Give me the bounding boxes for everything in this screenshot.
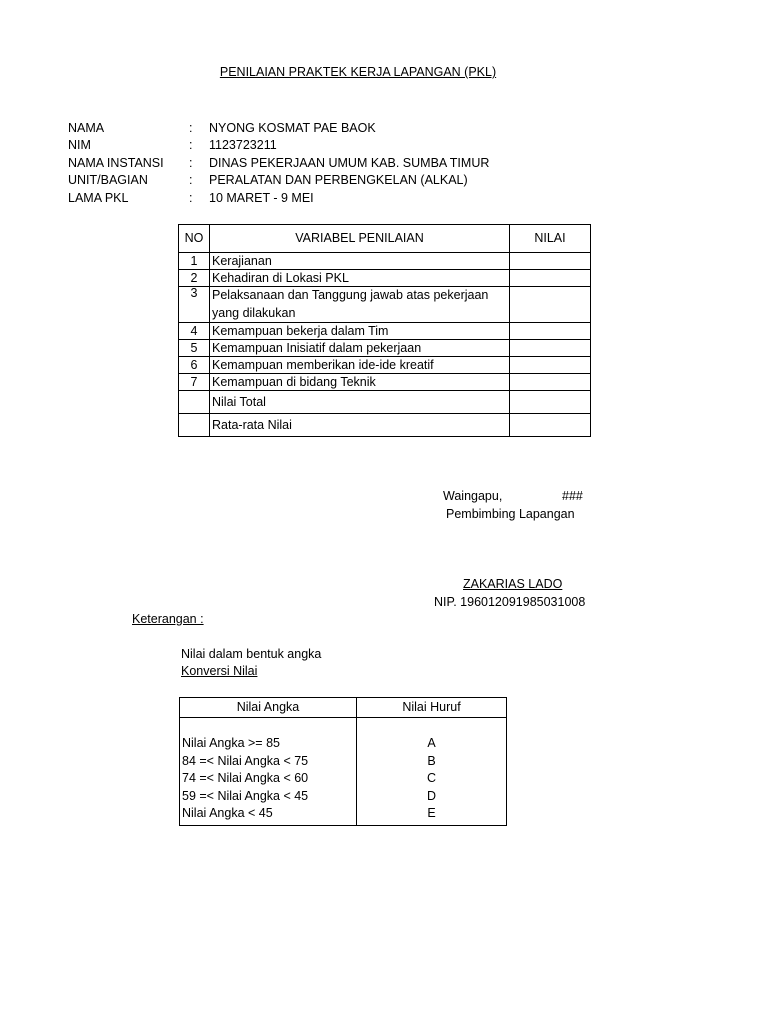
table-row (180, 753, 507, 771)
info-label: UNIT/BAGIAN (68, 173, 148, 187)
row-variable: Kehadiran di Lokasi PKL (210, 270, 510, 287)
info-value-nim: 1123723211 (209, 138, 277, 152)
page-title: PENILAIAN PRAKTEK KERJA LAPANGAN (PKL) (219, 65, 497, 79)
letter-grade: A (357, 735, 507, 753)
table-row (179, 340, 591, 357)
info-label: NIM (68, 138, 91, 152)
row-score-cell[interactable] (510, 374, 591, 391)
info-colon: : (189, 138, 193, 152)
numeric-range: 59 =< Nilai Angka < 45 (180, 788, 357, 806)
total-label: Nilai Total (210, 391, 510, 414)
table-row (179, 374, 591, 391)
table-row (179, 323, 591, 340)
info-colon: : (189, 173, 193, 187)
conversion-title: Konversi Nilai (181, 664, 258, 678)
row-number: 2 (179, 270, 210, 287)
table-row (180, 805, 507, 825)
letter-grade: E (357, 805, 507, 825)
row-number: 1 (179, 253, 210, 270)
row-number: 7 (179, 374, 210, 391)
info-row-institution (68, 154, 489, 172)
row-number: 4 (179, 323, 210, 340)
info-row-name (68, 119, 489, 137)
header-no: NO (179, 225, 210, 253)
table-row (179, 287, 591, 323)
signature-date: ### (562, 489, 583, 503)
info-colon: : (189, 155, 193, 170)
letter-grade: C (357, 770, 507, 788)
average-score-cell[interactable] (510, 414, 591, 437)
info-label: LAMA PKL (68, 190, 129, 205)
notes-text: Nilai dalam bentuk angka (181, 647, 322, 661)
numeric-range: 84 =< Nilai Angka < 75 (180, 753, 357, 771)
header-letter: Nilai Huruf (357, 698, 507, 718)
info-label: NAMA (68, 120, 105, 135)
spacer-row (180, 718, 507, 736)
empty-cell (179, 391, 210, 414)
header-numeric: Nilai Angka (180, 698, 357, 718)
info-colon: : (189, 190, 193, 205)
row-score-cell[interactable] (510, 270, 591, 287)
table-row (179, 270, 591, 287)
supervisor-nip: NIP. 196012091985031008 (434, 595, 586, 609)
numeric-range: Nilai Angka >= 85 (180, 735, 357, 753)
row-variable: Kemampuan memberikan ide-ide kreatif (210, 357, 510, 374)
info-row-duration (68, 189, 489, 207)
header-score: NILAI (510, 225, 591, 253)
row-variable: Kemampuan di bidang Teknik (210, 374, 510, 391)
empty-cell (179, 414, 210, 437)
assessment-table (178, 224, 591, 437)
info-value-duration: 10 MARET - 9 MEI (209, 190, 314, 205)
table-header-row (179, 225, 591, 253)
row-number: 6 (179, 357, 210, 374)
conversion-header-row (180, 698, 507, 718)
row-variable: Kemampuan Inisiatif dalam pekerjaan (210, 340, 510, 357)
row-score-cell[interactable] (510, 253, 591, 270)
row-variable: Pelaksanaan dan Tanggung jawab atas pekerjaan yang dilakukan (210, 287, 510, 323)
row-score-cell[interactable] (510, 340, 591, 357)
average-label: Rata-rata Nilai (210, 414, 510, 437)
info-row-nim (68, 137, 489, 155)
numeric-range: Nilai Angka < 45 (180, 805, 357, 825)
row-score-cell[interactable] (510, 287, 591, 323)
average-row (179, 414, 591, 437)
supervisor-role: Pembimbing Lapangan (446, 507, 575, 521)
header-variable: VARIABEL PENILAIAN (210, 225, 510, 253)
table-row (180, 735, 507, 753)
letter-grade: D (357, 788, 507, 806)
conversion-table (179, 697, 507, 826)
table-row (179, 357, 591, 374)
signature-place: Waingapu, (443, 489, 503, 503)
numeric-range: 74 =< Nilai Angka < 60 (180, 770, 357, 788)
row-variable: Kerajianan (210, 253, 510, 270)
row-score-cell[interactable] (510, 323, 591, 340)
info-colon: : (189, 120, 193, 135)
info-value-unit: PERALATAN DAN PERBENGKELAN (ALKAL) (209, 173, 468, 187)
table-row (180, 770, 507, 788)
letter-grade: B (357, 753, 507, 771)
notes-label: Keterangan : (132, 612, 204, 626)
table-row (179, 253, 591, 270)
total-score-cell[interactable] (510, 391, 591, 414)
table-row (180, 788, 507, 806)
identity-block (68, 119, 489, 207)
info-value-name: NYONG KOSMAT PAE BAOK (209, 120, 376, 135)
info-row-unit (68, 172, 489, 190)
supervisor-name: ZAKARIAS LADO (463, 577, 563, 591)
row-score-cell[interactable] (510, 357, 591, 374)
row-number: 5 (179, 340, 210, 357)
info-value-institution: DINAS PEKERJAAN UMUM KAB. SUMBA TIMUR (209, 155, 490, 170)
row-number: 3 (179, 287, 210, 323)
info-label: NAMA INSTANSI (68, 155, 164, 170)
total-row (179, 391, 591, 414)
row-variable: Kemampuan bekerja dalam Tim (210, 323, 510, 340)
